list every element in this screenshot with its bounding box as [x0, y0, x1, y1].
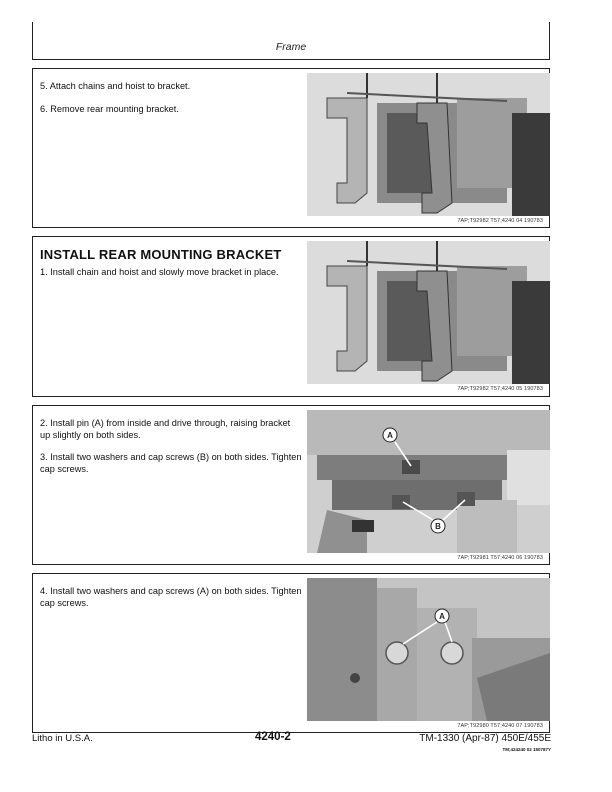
step-text: 3. Install two washers and cap screws (B) on both sides. Tighten cap screws.	[40, 452, 302, 474]
photo-caption: 7AP;T92980 T57;4240 07 190783	[457, 723, 543, 729]
photo-bracket-install	[307, 241, 550, 384]
photo-caption: 7AP;T92981 T57;4240 06 190783	[457, 555, 543, 561]
photo-bracket-hoist	[307, 73, 550, 216]
page-header-title: Frame	[275, 41, 307, 53]
step-text: 1. Install chain and hoist and slowly move bracket in place.	[40, 266, 279, 277]
section-text	[40, 81, 302, 126]
section-washers-screws	[32, 573, 550, 733]
photo-caption: 7AP;T92982 T57;4240 05 190783	[457, 386, 543, 392]
footer-manual-id: TM-1330 (Apr-87) 450E/455E	[419, 733, 551, 744]
page-header-frame	[32, 22, 550, 60]
callout-b: B	[435, 522, 441, 531]
footer-litho: Litho in U.S.A.	[32, 733, 93, 744]
photo-cap-screws	[307, 578, 550, 721]
section-remove-bracket	[32, 68, 550, 228]
photo-pin-screws	[307, 410, 550, 553]
callout-a: A	[387, 431, 393, 440]
section-install-pin	[32, 405, 550, 565]
section-text	[40, 586, 302, 620]
step-text: 4. Install two washers and cap screws (A) on both sides. Tighten cap screws.	[40, 586, 302, 608]
section-heading: INSTALL REAR MOUNTING BRACKET	[40, 247, 282, 262]
callout-a: A	[439, 612, 445, 621]
photo-caption: 7AP;T92982 T57;4240 04 190783	[457, 218, 543, 224]
footer-reference: TM;424240 02 150787Y	[502, 747, 551, 752]
step-text: 2. Install pin (A) from inside and drive through, raising bracket up slightly on both sides.	[40, 418, 291, 440]
section-text	[40, 418, 302, 486]
section-text	[40, 249, 302, 289]
footer-page-number: 4240-2	[255, 731, 291, 743]
step-text: 5. Attach chains and hoist to bracket.	[40, 81, 191, 91]
section-install-bracket	[32, 236, 550, 397]
step-text: 6. Remove rear mounting bracket.	[40, 103, 179, 114]
